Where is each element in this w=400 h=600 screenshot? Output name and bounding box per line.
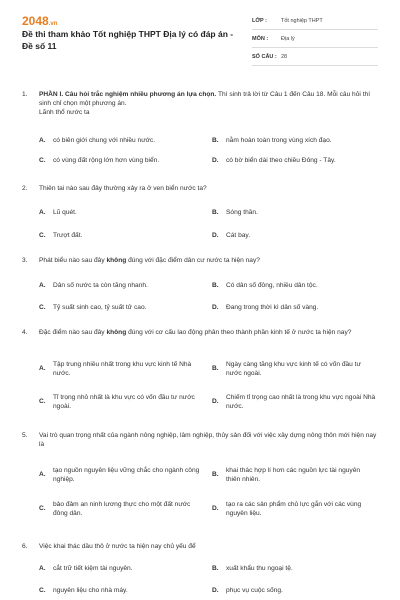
document-title: Đề thi tham khảo Tốt nghiệp THPT Địa lý có đáp án - Đề số 11 [22,29,234,51]
option-letter: B. [212,565,219,572]
option-text: xuất khẩu thu ngoại tệ. [226,565,293,572]
logo-text: 2048 [22,14,49,28]
option-text: nguyên liệu cho nhà máy. [53,587,128,594]
option-letter: C. [39,304,46,311]
option-letter: D. [212,157,219,164]
option-text: cắt trữ tiết kiệm tài nguyên. [53,565,133,572]
question-number: 5. [22,432,28,439]
option-text: nằm hoàn toàn trong vùng xích đạo. [226,137,332,144]
meta-value: 28 [281,53,288,60]
question-stem: Thiên tai nào sau đây thường xảy ra ở ven biển nước ta? [39,185,207,192]
option-text: có biên giới chung với nhiều nước. [53,137,156,144]
site-logo[interactable] [22,14,57,28]
meta-row-class [252,12,378,30]
question-number: 4. [22,329,28,336]
option-text: Chiếm tỉ trọng cao nhất là trong khu vực ngoài Nhà nước. [226,394,376,410]
option-text: Ngày càng tăng khu vực kinh tế có vốn đầu tư nước ngoài. [226,361,361,377]
option-letter: C. [39,505,46,512]
option-text: Đang trong thời kì dân số vàng. [226,304,319,311]
meta-key: SỐ CÂU : [252,53,277,60]
option-letter: D. [212,587,219,594]
option-letter: D. [212,398,219,405]
option-letter: A. [39,209,46,216]
option-letter: A. [39,282,46,289]
option-letter: B. [212,282,219,289]
meta-row-count [252,48,378,66]
question-stem [39,90,382,117]
option-text: có vùng đất rộng lớn hơn vùng biển. [53,157,160,164]
question-stem [39,328,382,337]
option-letter: C. [39,232,46,239]
part-title: PHẦN I. Câu hỏi trắc nghiệm nhiều phương án lựa chọn. [39,91,217,98]
option-letter: C. [39,157,46,164]
option-text: Tập trung nhiều nhất trong khu vực kinh tế Nhà nước. [53,361,192,377]
meta-key: MÔN : [252,35,269,42]
option-text: Sóng thần. [226,209,258,216]
option-text: khai thác hợp lí hơn các nguồn lực tài nguyên thiên nhiên. [226,467,361,483]
option-text: Tỷ suất sinh cao, tỷ suất tử cao. [53,304,147,311]
option-letter: D. [212,304,219,311]
stem-text: đúng với cơ cấu lao động phân theo thành phần kinh tế ở nước ta hiện nay? [126,329,352,336]
option-text: Trượt đất. [53,232,83,239]
option-letter: B. [212,209,219,216]
meta-row-subject [252,30,378,48]
option-text: Cát bay. [226,232,251,239]
question-number: 1. [22,91,28,98]
document-header [0,0,400,68]
stem-text: Phát biểu nào sau đây [39,257,107,264]
question-stem [39,256,382,265]
meta-value: Tốt nghiệp THPT [281,17,323,24]
stem-text: đúng với đặc điểm dân cư nước ta hiện nay? [126,257,260,264]
option-letter: B. [212,365,219,372]
option-text: tạo ra các sản phẩm chủ lực gắn với các vùng nguyên liệu. [226,501,362,517]
option-letter: C. [39,398,46,405]
meta-value: Địa lý [281,35,295,42]
stem-emphasis: không [106,257,127,264]
stem-line: Lãnh thổ nước ta [39,109,90,116]
question-stem: Vai trò quan trọng nhất của ngành nông nghiệp, lâm nghiệp, thủy sản đối với việc xây dựng nông thôn mới hiện nay là [39,432,377,448]
option-letter: B. [212,471,219,478]
option-text: bảo đảm an ninh lương thực cho một đất nước đông dân. [53,501,191,517]
option-text: Có dân số đông, nhiều dân tộc. [226,282,318,289]
stem-text: Đặc điểm nào sau đây [39,329,107,336]
question-number: 3. [22,257,28,264]
question-number: 6. [22,543,28,550]
meta-key: LỚP : [252,17,267,24]
option-text: có bờ biển dài theo chiều Đông - Tây. [226,157,336,164]
option-letter: B. [212,137,219,144]
option-letter: D. [212,232,219,239]
option-text: tạo nguồn nguyên liệu vững chắc cho ngành công nghiệp. [53,467,200,483]
option-letter: A. [39,471,46,478]
option-letter: A. [39,565,46,572]
question-number: 2. [22,185,28,192]
option-text: Lũ quét. [53,209,77,216]
question-stem: Việc khai thác dầu thô ở nước ta hiện nay chủ yếu để [39,543,196,550]
stem-text: Thí sinh trả lời từ Câu 1 đến Câu 18. Mỗi câu hỏi thí sinh chỉ chọn một phương án. [39,91,371,107]
option-text: phục vụ cuộc sống. [226,587,283,594]
logo-suffix: .vn [48,21,58,27]
option-text: Tỉ trọng nhỏ nhất là khu vực có vốn đầu tư nước ngoài. [53,394,195,410]
option-text: Dân số nước ta còn tăng nhanh. [53,282,148,289]
stem-emphasis: không [106,329,127,336]
option-letter: D. [212,505,219,512]
option-letter: A. [39,137,46,144]
option-letter: C. [39,587,46,594]
exam-meta [252,12,378,66]
option-letter: A. [39,365,46,372]
